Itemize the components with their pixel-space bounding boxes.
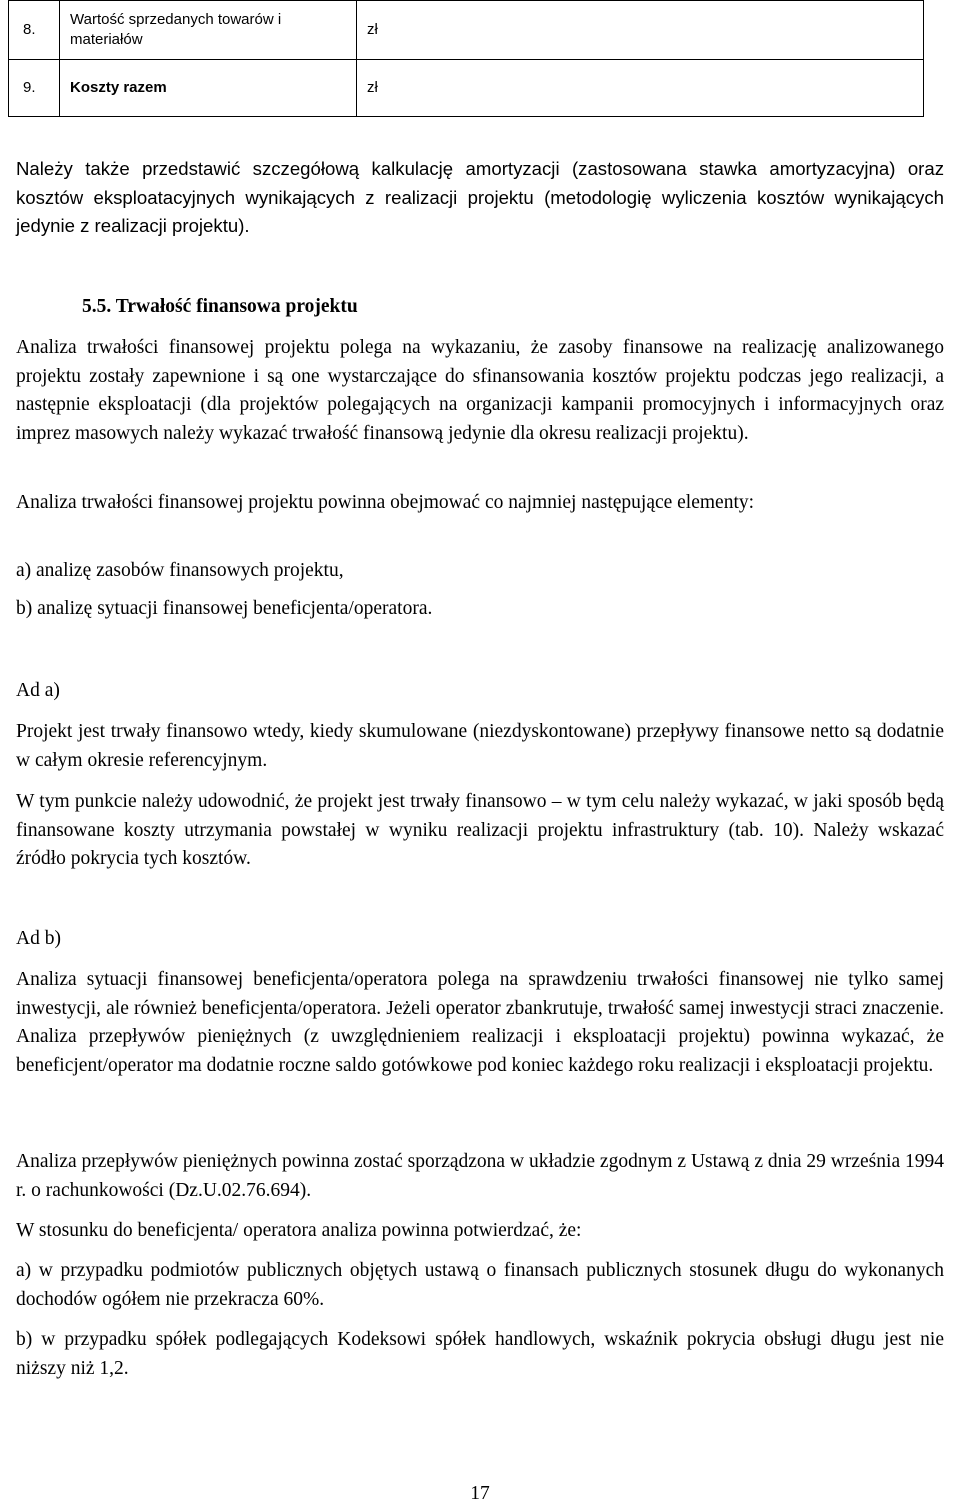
subheading: Ad a): [16, 680, 60, 701]
section-heading: 5.5. Trwałość finansowa projektu: [82, 296, 358, 317]
section-paragraph: W tym punkcie należy udowodnić, że projekt jest trwały finansowo – w tym celu należy wykazać, w jaki sposób będą finansowane koszty utrzymania powstałej w wyniku realizacji projektu infrastruktury (tab. 10). Należy wskazać źródło pokrycia tych kosztów.: [16, 791, 944, 870]
list-item: a) analizę zasobów finansowych projektu,: [16, 560, 344, 581]
table-row: [9, 60, 924, 117]
row-unit: zł: [357, 1, 924, 60]
row-number: 8.: [9, 1, 60, 60]
list-item: b) analizę sytuacji finansowej beneficjenta/operatora.: [16, 598, 433, 619]
row-description: Koszty razem: [60, 60, 357, 117]
list-item: b) w przypadku spółek podlegających Kodeksowi spółek handlowych, wskaźnik pokrycia obsługi długu jest nie niższy niż 1,2.: [16, 1329, 944, 1379]
section-paragraph: Projekt jest trwały finansowo wtedy, kiedy skumulowane (niezdyskontowane) przepływy finansowe netto są dodatnie w całym okresie referencyjnym.: [16, 721, 944, 771]
section-paragraph: W stosunku do beneficjenta/ operatora analiza powinna potwierdzać, że:: [16, 1220, 582, 1241]
section-paragraph: Analiza trwałości finansowej projektu powinna obejmować co najmniej następujące elementy:: [16, 492, 755, 513]
row-unit: zł: [357, 60, 924, 117]
page-number: 17: [470, 1483, 490, 1504]
cost-table: [8, 0, 924, 117]
section-paragraph: Analiza przepływów pieniężnych powinna zostać sporządzona w układzie zgodnym z Ustawą z dnia 29 września 1994 r. o rachunkowości (Dz.U.02.76.694).: [16, 1151, 944, 1201]
row-number: 9.: [9, 60, 60, 117]
section-paragraph: Analiza trwałości finansowej projektu polega na wykazaniu, że zasoby finansowe na realizację analizowanego projektu zostały zapewnione i są one wystarczające do sfinansowania kosztów projektu podczas jego realizacji, a następnie eksploatacji (dla projektów polegających na organizacji kampanii promocyjnych i informacyjnych oraz imprez masowych należy wykazać trwałość finansową jedynie dla okresu realizacji projektu).: [16, 337, 944, 444]
intro-paragraph: Należy także przedstawić szczegółową kalkulację amortyzacji (zastosowana stawka amortyzacyjna) oraz kosztów eksploatacyjnych wynikających z realizacji projektu (metodologię wyliczenia kosztów wynikających jedynie z realizacji projektu).: [16, 158, 944, 237]
subheading: Ad b): [16, 928, 61, 949]
list-item: a) w przypadku podmiotów publicznych objętych ustawą o finansach publicznych stosunek długu do wykonanych dochodów ogółem nie przekracza 60%.: [16, 1260, 944, 1310]
table-row: [9, 1, 924, 60]
section-paragraph: Analiza sytuacji finansowej beneficjenta/operatora polega na sprawdzeniu trwałości finansowej nie tylko samej inwestycji, ale również beneficjenta/operatora. Jeżeli operator zbankrutuje, trwałość samej inwestycji straci znaczenie. Analiza przepływów pieniężnych (z uwzględnieniem realizacji i eksploatacji projektu) powinna wykazać, że beneficjent/operator ma dodatnie roczne saldo gotówkowe pod koniec każdego roku realizacji i eksploatacji projektu.: [16, 969, 944, 1076]
row-description: Wartość sprzedanych towarów i materiałów: [60, 1, 357, 60]
